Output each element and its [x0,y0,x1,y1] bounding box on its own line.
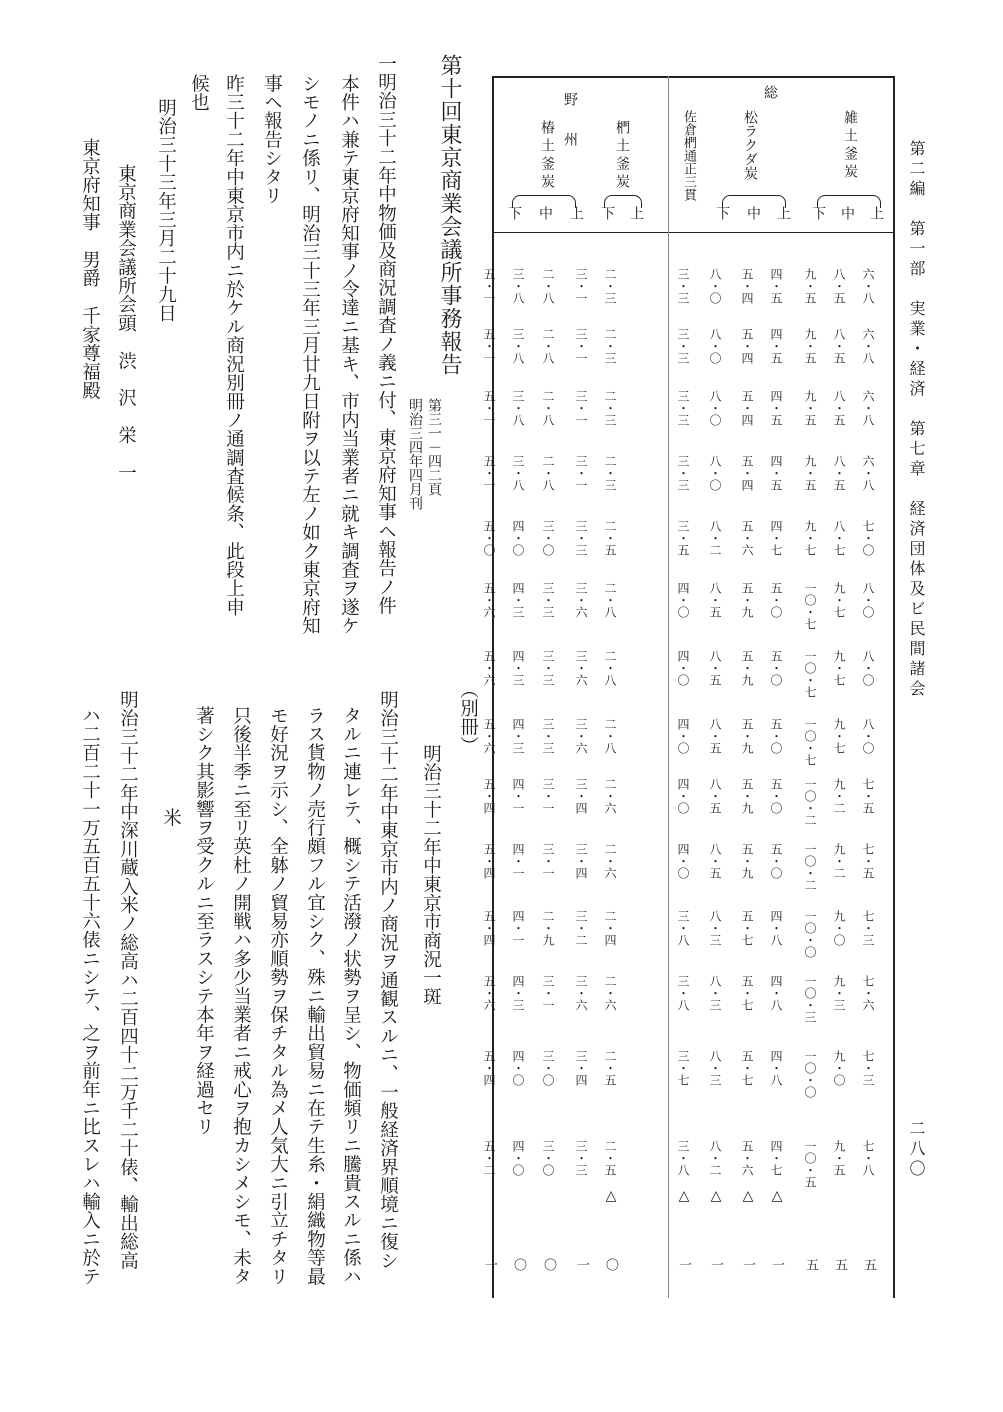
table-group-divider [668,76,669,1298]
table-cell: 四・〇 [676,843,690,879]
table-cell: 八・〇 [861,650,875,686]
table-cell: 五・七 [740,1050,754,1086]
table-cell: 八・五 [832,268,846,304]
table-cell: 四・五 [769,268,783,304]
report-line: 本件ハ兼テ東京府知事ノ令達ニ基キ、市内当業者ニ就キ調査ヲ遂ケ [338,74,360,635]
table-cell: 七・八 [861,1140,875,1176]
table-cell: 五・九 [740,778,754,814]
table-cell: 三・八 [676,975,690,1011]
table-cell: 一〇・二 [803,778,817,826]
table-cell: 六・八 [861,455,875,491]
table-cell: 三・三 [676,455,690,491]
table-cell: 五・六 [482,718,496,754]
table-cell: 四・八 [769,910,783,946]
table-left-rule [492,76,494,1298]
report-recipient: 東京府知事 男爵 千家尊福殿 [79,138,101,400]
table-cell: 七・三 [861,910,875,946]
table-change: 一 [676,1258,691,1271]
table-cell: 二・五 [603,1140,617,1176]
table-cell: 九・五 [803,268,817,304]
table-cell: 二・三 [603,268,617,304]
rank-label: 上 [568,206,584,220]
table-cell: 二・三 [603,455,617,491]
table-mark: △ [676,1188,692,1204]
annex-line: 著シク其影響ヲ受クルニ至ラスシテ本年ヲ経過セリ [193,706,215,1137]
table-cell: 四・〇 [511,1050,525,1086]
table-cell: 三・八 [676,1140,690,1176]
table-cell: 八・〇 [861,582,875,618]
table-cell: 四・一 [511,910,525,946]
rank-label: 中 [745,206,761,220]
table-cell: 五・六 [482,582,496,618]
table-cell: 四・三 [511,582,525,618]
sub-label-tsubaki-dogama: 椿土釜炭 [539,120,555,192]
table-cell: 二・三 [603,328,617,364]
report-title: 第十回東京商業会議所事務報告 [437,54,462,376]
table-cell: 二・四 [603,910,617,946]
table-cell: 二・五 [603,520,617,556]
table-cell: 三・三 [541,582,555,618]
table-cell: 三・一 [541,975,555,1011]
table-cell: 一〇・五 [803,1140,817,1188]
annex-line: タルニ連レテ、概シテ活潑ノ状勢ヲ呈シ、物価頻リニ騰貴スルニ係ハ [340,706,362,1286]
table-cell: 三・三 [541,718,555,754]
table-mark: △ [740,1188,756,1204]
table-cell: 五・九 [740,650,754,686]
table-cell: 五・九 [740,718,754,754]
table-cell: 二・八 [541,328,555,364]
rank-label: 下 [506,206,522,220]
annex-line: モ好況ヲ示シ、全躰ノ貿易亦順勢ヲ保チタル為メ人気大ニ引立チタリ [267,706,289,1286]
table-cell: 三・三 [676,390,690,426]
table-cell: 八・七 [832,520,846,556]
table-cell: 五・〇 [769,582,783,618]
table-header-rule [492,232,895,233]
table-cell: 九・五 [832,1140,846,1176]
table-cell: 五・四 [482,843,496,879]
table-cell: 二・九 [541,910,555,946]
table-cell: 三・八 [511,328,525,364]
table-cell: 三・一 [574,328,588,364]
table-cell: 四・〇 [511,520,525,556]
table-cell: 二・五 [603,1050,617,1086]
table-mark: △ [603,1188,619,1204]
table-cell: 一〇・七 [803,718,817,766]
table-cell: 五・六 [740,520,754,556]
report-source-line2: 明治三四年四月刊 [407,398,423,510]
table-cell: 二・六 [603,778,617,814]
table-cell: 八・二 [708,1140,722,1176]
table-cell: 五・一 [482,455,496,491]
table-cell: 四・八 [769,1050,783,1086]
table-cell: 九・七 [832,718,846,754]
rank-label: 中 [839,206,855,220]
table-cell: 四・三 [511,718,525,754]
table-cell: 八・三 [708,910,722,946]
table-cell: 三・〇 [541,1050,555,1086]
table-cell: 五・一 [482,268,496,304]
table-cell: 五・四 [740,455,754,491]
table-change: 一 [708,1258,723,1271]
table-change: 一 [482,1258,497,1271]
group-label-sou: 総 [762,85,778,99]
table-cell: 二・六 [603,843,617,879]
table-cell: 五・二 [482,1140,496,1176]
table-cell: 八・三 [708,975,722,1011]
sub-label-matsu-rakuda: 松ラクダ炭 [742,110,758,180]
table-cell: 七・六 [861,975,875,1011]
table-cell: 九・五 [803,455,817,491]
table-cell: 九・七 [832,650,846,686]
report-line: 昨三十二年中東京市内ニ於ケル商況別冊ノ通調査候条、此段上申 [223,74,245,617]
sub-label-kunugi-dogama: 椚土釜炭 [614,120,630,192]
rice-heading: 米 [160,808,182,827]
table-cell: 六・八 [861,268,875,304]
table-cell: 七・〇 [861,520,875,556]
running-header: 第二編 第一部 実業・経済 第七章 経済団体及ビ民間諸会 [907,140,926,700]
table-cell: 八・二 [708,520,722,556]
table-cell: 一〇・七 [803,582,817,630]
table-cell: 三・四 [574,1050,588,1086]
table-change: 〇 [603,1258,618,1271]
table-mark: △ [708,1188,724,1204]
table-cell: 五・六 [482,975,496,1011]
table-mark: △ [769,1188,785,1204]
table-cell: 四・七 [769,520,783,556]
table-cell: 二・三 [603,390,617,426]
report-line: シモノニ係リ、明治三十三年三月廿九日附ヲ以テ左ノ如ク東京府知 [299,74,321,635]
table-cell: 五・七 [740,910,754,946]
table-cell: 四・〇 [676,650,690,686]
table-cell: 九・五 [803,328,817,364]
table-cell: 八・〇 [708,268,722,304]
table-cell: 四・三 [511,650,525,686]
table-change: 一 [574,1258,589,1271]
table-cell: 三・八 [511,268,525,304]
table-cell: 五・九 [740,843,754,879]
table-cell: 二・八 [541,455,555,491]
table-cell: 四・五 [769,328,783,364]
rice-line: 明治三十二年中深川蔵入米ノ総高ハ二百四十二万千二十俵、輸出総高 [117,690,139,1270]
table-cell: 三・六 [574,582,588,618]
table-cell: 二・八 [603,718,617,754]
table-cell: 九・〇 [832,910,846,946]
table-cell: 五・七 [740,975,754,1011]
table-cell: 五・〇 [482,520,496,556]
table-cell: 六・八 [861,328,875,364]
table-cell: 五・一 [482,390,496,426]
table-cell: 四・〇 [676,718,690,754]
table-cell: 五・〇 [769,778,783,814]
annex-line: 只後半季ニ至リ英杜ノ開戦ハ多少当業者ニ戒心ヲ抱カシメシモ、未タ [230,706,252,1286]
table-cell: 八・五 [832,328,846,364]
table-cell: 四・一 [511,843,525,879]
table-cell: 三・一 [574,390,588,426]
table-cell: 八・〇 [708,328,722,364]
table-cell: 五・〇 [769,718,783,754]
table-cell: 八・五 [708,843,722,879]
report-sender: 東京商業会議所会頭 渋 沢 栄 一 [115,164,137,482]
table-change: 〇 [511,1258,526,1271]
table-cell: 五・四 [740,268,754,304]
table-cell: 三・一 [541,778,555,814]
annex-line: 明治三十二年中東京市内ノ商況ヲ通観スルニ、一般経済界順境ニ復シ [377,690,399,1270]
table-cell: 三・四 [574,843,588,879]
table-cell: 四・〇 [511,1140,525,1176]
sub-label-zatsu-dogama: 雑土釜炭 [842,110,858,182]
report-line: 事ヘ報告シタリ [261,74,283,205]
table-cell: 七・五 [861,778,875,814]
page-number: 二八〇 [907,1120,926,1180]
table-cell: 一〇・二 [803,843,817,891]
table-cell: 八・五 [708,718,722,754]
table-cell: 一〇・七 [803,650,817,698]
table-cell: 八・五 [832,455,846,491]
table-top-rule [492,76,895,78]
report-date: 明治三十三年三月二十九日 [155,98,177,323]
table-change: 一 [769,1258,784,1271]
table-cell: 三・六 [574,975,588,1011]
table-cell: 四・〇 [676,582,690,618]
table-cell: 一〇・〇 [803,910,817,958]
table-cell: 九・二 [832,778,846,814]
table-change: 五 [832,1258,847,1271]
group-label-yashu: 野州 [562,92,578,172]
table-cell: 三・四 [574,778,588,814]
table-cell: 三・三 [574,520,588,556]
table-cell: 五・四 [482,778,496,814]
table-right-rule [893,76,895,1298]
table-cell: 五・〇 [769,650,783,686]
table-cell: 三・二 [574,910,588,946]
table-cell: 三・八 [676,910,690,946]
table-cell: 九・三 [832,975,846,1011]
table-cell: 七・五 [861,843,875,879]
table-cell: 二・八 [541,390,555,426]
table-cell: 五・〇 [769,843,783,879]
table-cell: 三・三 [676,328,690,364]
table-cell: 八・五 [708,582,722,618]
table-cell: 八・五 [708,778,722,814]
table-cell: 三・六 [574,718,588,754]
report-source-line1: 第三一－四二頁 [426,398,442,496]
table-cell: 九・七 [832,582,846,618]
table-cell: 一〇・三 [803,975,817,1023]
table-cell: 二・八 [603,582,617,618]
table-cell: 三・〇 [541,1140,555,1176]
table-cell: 三・五 [676,520,690,556]
table-cell: 五・六 [482,650,496,686]
rank-label: 下 [810,206,826,220]
table-cell: 八・五 [832,390,846,426]
table-cell: 三・七 [676,1050,690,1086]
annex-title: 明治三十二年中東京市商況一斑 [420,744,442,1006]
table-cell: 五・四 [482,910,496,946]
rank-label: 上 [628,206,644,220]
table-cell: 八・三 [708,1050,722,1086]
table-cell: 三・六 [574,650,588,686]
table-cell: 九・五 [803,390,817,426]
table-cell: 二・八 [603,650,617,686]
table-cell: 二・六 [603,975,617,1011]
table-cell: 三・三 [541,650,555,686]
rice-line: ハ二百二十一万五百五十六俵ニシテ、之ヲ前年ニ比スレハ輸入ニ於テ [79,706,101,1286]
table-cell: 八・五 [708,650,722,686]
table-cell: 一〇・〇 [803,1050,817,1098]
sub-label-sakura: 佐倉椚通正三貫 [681,110,696,201]
table-cell: 五・九 [740,582,754,618]
table-cell: 八・〇 [708,455,722,491]
table-cell: 三・〇 [541,520,555,556]
table-cell: 四・〇 [676,778,690,814]
table-cell: 三・八 [511,390,525,426]
table-change: 一 [740,1258,755,1271]
table-cell: 五・四 [740,328,754,364]
table-cell: 九・七 [803,520,817,556]
table-cell: 三・一 [574,268,588,304]
table-cell: 五・四 [740,390,754,426]
table-cell: 三・一 [541,843,555,879]
table-cell: 四・七 [769,1140,783,1176]
rank-label: 中 [537,206,553,220]
rank-label: 上 [775,206,791,220]
rank-label: 上 [868,206,884,220]
table-cell: 五・六 [740,1140,754,1176]
table-cell: 二・八 [541,268,555,304]
annex-line: ラス貨物ノ売行頗フル宜シク、殊ニ輸出貿易ニ在テ生糸・絹織物等最 [304,706,326,1286]
table-cell: 四・五 [769,390,783,426]
rank-label: 下 [599,206,615,220]
table-cell: 五・四 [482,1050,496,1086]
annex-label: （別冊） [457,680,479,755]
table-cell: 三・三 [676,268,690,304]
table-cell: 六・八 [861,390,875,426]
table-change: 五 [861,1258,876,1271]
table-change: 五 [803,1258,818,1271]
rank-label: 下 [714,206,730,220]
table-cell: 四・五 [769,455,783,491]
table-change: 〇 [541,1258,556,1271]
table-cell: 九・〇 [832,1050,846,1086]
report-line: 一明治三十二年中物価及商況調査ノ義ニ付、東京府知事ヘ報告ノ件 [375,54,397,615]
table-cell: 三・一 [574,455,588,491]
table-cell: 四・一 [511,778,525,814]
table-cell: 八・〇 [708,390,722,426]
table-cell: 三・三 [574,1140,588,1176]
report-line: 候也 [188,74,210,112]
table-cell: 三・八 [511,455,525,491]
table-cell: 四・三 [511,975,525,1011]
table-cell: 五・一 [482,328,496,364]
table-cell: 四・八 [769,975,783,1011]
table-cell: 七・三 [861,1050,875,1086]
table-cell: 九・二 [832,843,846,879]
table-cell: 八・〇 [861,718,875,754]
